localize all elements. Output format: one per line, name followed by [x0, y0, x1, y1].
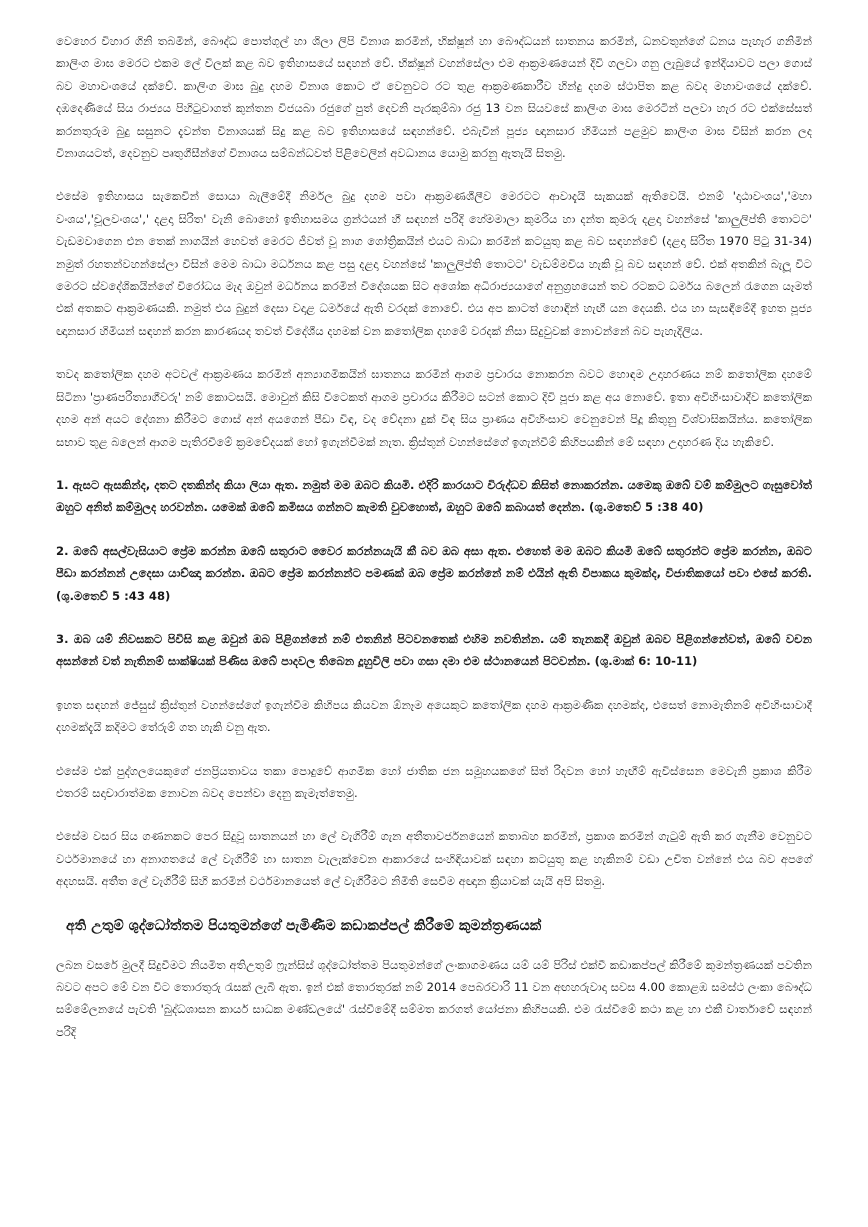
paragraph-public-statements: එසේම එක් පුද්ගලයෙකුගේ ජනප්‍රියතාවය තකා පොදුවේ ආගමික හෝ ජාතික ජන සමූහයකගේ සිත් රිදවන හෝ හැඟීම් ඇවිස්සෙන මෙවැනි ප්‍රකාශ කිරීම එතරම් සදාචාරාත්මක නොවන බවද පෙන්වා දෙනු කැමැත්තෙමු. — [56, 763, 812, 800]
paragraph-history-tooth-relic: එසේම ඉතිහාසය සැකෙවින් සොයා බැලීමේදී නිර්මල බුදු දහම පවා ආක්‍රමණශීලීව මෙරටට ආවාදැයි සැකයක් ඇතිවෙයි. එනම් 'දාඨාවංශය','මහා වංශය','චූලවංශය',' දළදා සිරිත' වැනි බොහෝ ඉතිහාසමය ග්‍රන්ථයන් හී සඳහන් පරිදි හේමමාලා කුමරිය හා දන්ත කුමරු දළදා වහන්සේ 'කාලුලිප්ති තොටට' වැඩමවාගෙන එන තෙක් නාගයින් හෙවත් මෙරට ජීවත් වූ නාග ගෝත්‍රිකයින් එයට බාධා කරමින් කටයුතු කළ බව සඳහන්වේ (දළදා සිරිත 1970 පිටු 31-34) නමුත් රහතන්වහන්සේලා විසින් මෙම බාධා මර්ධනය කළ පසු දළදා වහන්සේ 'කාලුලිප්ති තොටට' වැඩම්මවිය හැකි වූ බව සඳහන් වේ. එක් අතකින් බැලූ විට මෙරට ස්වදේශිකයින්ගේ විරෝධය මැද ඔවුන් මර්ධනය කරමින් විදේශයක සිට අශෝක අධිරාජ්‍යයාගේ අනුග්‍රහයෙන් තව රටකට ධර්මය බලෙන් රැගෙන යෑමත් එක් අතකට ආක්‍රමණයකි. නමුත් එය බුදුන් දෙසා වදාළ ධර්මයේ ඇති වරදක් නොවේ. එය අප කාටත් හොඳින් හැඟී යන දෙයකි. එය හා සැසඳීමේදී ඉහත පූජ්‍ය ඥානසාර හිමියන් සඳහන් කරන කාරණයද තවත් විදේශීය දහමක් වන කතෝලික දහමේ වරදක් නිසා සිදුවුවක් නොවන්නේ බව පැහැදිලිය. — [56, 189, 812, 338]
quote-item-3: 3. ඔබ යම් නිවසකට පිවිසි කළ ඔවුන් ඔබ පිළිගන්නේ නම් එතනින් පිටවනතෙක් එහිම නවතින්න. යම් තැනකදී ඔවුන් ඔබව පිළිගන්නේවත්, ඔබේ වචන අසන්නේ වත් නැතිනම් සාක්ෂියක් පිණිස ඔබේ පාදවල තිබෙන දූහුවිලි පවා ගසා දමා එම ස්ථානයෙන් පිටවන්න. (ශු.මාක් 6: 10-11) — [56, 631, 812, 669]
quote-item-1: 1. ඇසට ඇසකින්ද, දතට දතකින්ද කියා ලියා ඇත. නමුත් මම ඔබට කියමි. එදිරි කාරයාට විරුද්ධව කිසිත් නොකරන්න. යමෙකු ඔබේ වම් කම්මුලට ගැසුවෝත් ඔහුට අනිත් කම්මුලද හරවන්න. යමෙක් ඔබේ කමිසය ගන්නට කැමති වුවහොත්, ඔහුට ඔබේ කබායත් දෙන්න. (ශු.මතෙව් 5 :38 40) — [56, 477, 812, 515]
section-heading: අති උතුම් ශුද්ධෝත්තම පියතුමන්ගේ පැමිණීම කඩාකප්පල් කිරීමේ කුමන්ත්‍රණයක් — [66, 917, 542, 934]
paragraph-kalinga-magha: වෙහෙර විහාර ගිනි තබමින්, බෞද්ධ පොත්ගුල් හා ශිලා ලිපි විනාශ කරමින්, භික්ෂූන් හා බෞද්ධයන් ඝාතනය කරමින්, ධනවතුන්ගේ ධනය පැහැර ගනිමින් කාලිංග මාඝ මෙරට එකම ලේ විලක් කළ බව ඉතිහාසයේ සඳහන් වේ. භික්ෂූන් වහන්සේලා එම ආක්‍රමණයෙන් දිවි ගලවා ගනු ලැබුයේ ඉන්දියාවට පලා ගොස් බව මහාවංශයේ දක්වේ. කාලිංග මාඝ බුදු දහම විනාශ කොට ඒ වෙනුවට රට තුළ ආක්‍රමණකාරීව හින්දු දහම ස්ථාපිත කළ බවද මහාවංශයේ දක්වේ. දඹදෙණියේ සිය රාජ්‍යය පිහිටුවාගත් කුන්තන විජයබා රජුගේ පුත් දෙවනි පැරකුම්බා රජු 13 වන සියවසේ කාලිංග මාඝ මෙරටින් පලවා හැර රට එක්සේසත් කරනතුරුම බුදු සසුනට දැවන්ත විනාශයක් සිදු කළ බව ඉතිහාසයේ සඳහන්වේ. එබැවින් පූජ්‍ය ඥානසාර හිමියන් පළමුව කාලිංග මාඝ විසින් කරන ලද විනාශයටත්, දෙවනුව පෘතුගීසීන්ගේ විනාශය සම්බන්ධවත් පිළිවෙලින් අවධානය යොමු කරනු ඇතැයි සිතමු. — [56, 34, 812, 161]
paragraph-reconciliation: එසේම වසර සිය ගණනකට පෙර සිදුවූ ඝාතනයන් හා ලේ වැගිරීම් ගැන අතීතාවර්ජනයෙන් කතාබහ කරමින්, ප්‍රකාශ කරමින් ගැටුම් ඇති කර ගැනීම වෙනුවට වර්ථමානයේ හා අනාගතයේ ලේ වැගිරීම් හා ඝාතන වැලැක්වෙන ආකාරයේ සංහිඳියාවක් සඳහා කටයුතු කළ හැකිනම් වඩා උචිත වන්නේ එය බව අපගේ අදහසයි. අතීත ලේ වැගිරීම් සිහි කරමින් වර්ථමානයෙත් ලේ වැගිරීමට නිමිති සෙවීම අඥාන ක්‍රියාවක් යැයි අපි සිතමු. — [56, 829, 812, 889]
quote-item-2: 2. ඔබේ අසල්වැසියාට ප්‍රේම කරන්න ඔබේ සතුරාට වෛර කරන්නයැයි කී බව ඔබ අසා ඇත. එහෙත් මම ඔබට කියමි ඔබේ සතුරන්ට ප්‍රේම කරන්න, ඔබට පීඩා කරන්නන් උදෙසා යාච්ඤා කරන්න. ඔබට ප්‍රේම කරන්නන්ට පමණක් ඔබ ප්‍රේම කරන්නේ නම් එයින් ඇති විපාකය කුමක්ද, විජාතිකයෝ පවා එසේ කරති. (ශු.මතෙව් 5 :43 48) — [56, 543, 812, 603]
paragraph-catholic-martyrs: තවද කතෝලික දහම අටවල් ආක්‍රමණය කරමින් අන්‍යාගමිකයින් ඝාතනය කරමින් ආගම ප්‍රචාරය නොකරන බවට හොඳම උදාහරණය නම් කතෝලික දහමේ සිටිනා 'ප්‍රාණපරිත්‍යාගීවරු' නම් කොටසයි. මොවුන් කිසි විටෙකත් ආගම ප්‍රචාරය කිරීමට සටන් කොට දිවි පූජා කළ අය නොවේ. ඉතා අවිහිංසාවාදීව කතෝලික දහම අන් අයට දේශනා කිරීමට ගොස් අන් අයගෙන් පීඩා විඳ, වද වේදනා දුක් විඳ සිය ප්‍රාණය අවිහිංසාව වෙනුවෙන් පිදූ කිතුනු විශ්වාසිකයින්ය. කතෝලික සභාව තුළ බලෙන් ආගම පැතිරවීමේ ක්‍රමවේදයක් හෝ ඉගැන්වීමක් නැත. ක්‍රිස්තුන් වහන්සේගේ ඉගැන්වීම් කිහිපයකින් මේ සඳහා උදාහරණ දිය හැකිවේ. — [56, 367, 812, 449]
paragraph-teachings-summary: ඉහත සඳහන් ජේසුස් ක්‍රිස්තුන් වහන්සේගේ ඉගැන්වීම කිහිපය කියවන ඕනෑම අයෙකුට කතෝලික දහම ආක්‍රමණික දහමක්ද, එසෙත් නොමැතිනම් අවිහිංසාවාදී දහමක්දැයි කදිමට තේරුම් ගත හැකි වනු ඇත. — [56, 697, 812, 735]
paragraph-papal-visit: ලබන වසරේ මුලදී සිදුවීමට නියමිත අතිඋතුම් ෆ්‍රැන්සිස් ශුද්ධෝත්තම පියතුමන්ගේ ලංකාගමණය යම් යම් පිරිස් එක්වී කඩාකප්පල් කිරීමේ කුමන්ත්‍රණයක් පවතින බවට අපට මේ වන විට තොරතුරු රැසක් ලැබී ඇත. ඉන් එක් තොරතුරක් නම් 2014 පෙබරවාරි 11 වන අඟහරුවාදා සවස 4.00 කොළඹ සමස්ථ ලංකා බෞද්ධ සම්මේලනයේ පැවති 'බුද්ධශාසන කාර්ය සාධක මණ්ඩලයේ' රැස්වීමේදී සම්මත කරගත් යෝජනා කිහිපයකි. එම රැස්වීමේ කථා කළ හා එකී වාර්තාවේ සඳහන් පරිදි — [56, 957, 812, 1039]
